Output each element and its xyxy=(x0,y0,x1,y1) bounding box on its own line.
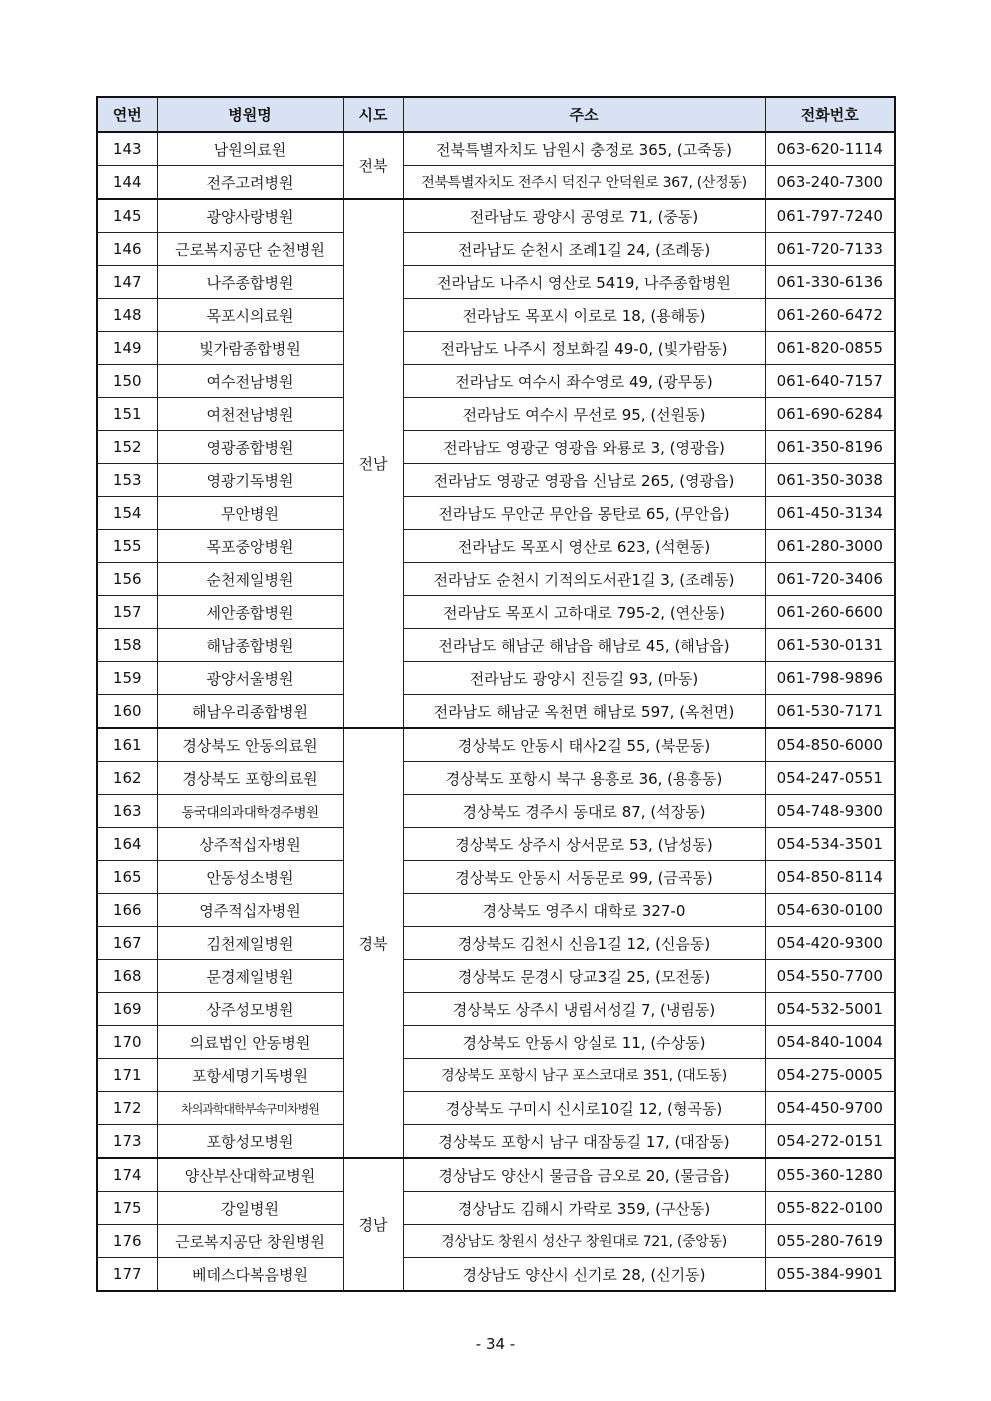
row-no: 155 xyxy=(97,530,157,563)
row-no: 172 xyxy=(97,1092,157,1125)
header-region: 시도 xyxy=(343,97,403,132)
row-no: 143 xyxy=(97,132,157,166)
row-no: 153 xyxy=(97,464,157,497)
phone: 061-350-8196 xyxy=(765,431,895,464)
table-row xyxy=(97,1258,895,1292)
phone: 061-797-7240 xyxy=(765,199,895,233)
hospital-name: 양산부산대학교병원 xyxy=(157,1158,343,1192)
address: 전라남도 해남군 옥천면 해남로 597, (옥천면) xyxy=(403,695,765,729)
row-no: 160 xyxy=(97,695,157,729)
row-no: 177 xyxy=(97,1258,157,1292)
address: 경상북도 구미시 신시로10길 12, (형곡동) xyxy=(403,1092,765,1125)
phone: 061-820-0855 xyxy=(765,332,895,365)
table-row xyxy=(97,1225,895,1258)
row-no: 144 xyxy=(97,166,157,200)
region-cell: 전남 xyxy=(343,199,403,728)
hospital-name: 경상북도 안동의료원 xyxy=(157,728,343,762)
table-row xyxy=(97,629,895,662)
header-name: 병원명 xyxy=(157,97,343,132)
table-row xyxy=(97,762,895,795)
address: 경상북도 안동시 서동문로 99, (금곡동) xyxy=(403,861,765,894)
table-row xyxy=(97,894,895,927)
hospital-name: 광양사랑병원 xyxy=(157,199,343,233)
row-no: 157 xyxy=(97,596,157,629)
phone: 054-840-1004 xyxy=(765,1026,895,1059)
row-no: 167 xyxy=(97,927,157,960)
hospital-name: 영광종합병원 xyxy=(157,431,343,464)
address: 경상북도 영주시 대학로 327-0 xyxy=(403,894,765,927)
table-row xyxy=(97,993,895,1026)
hospital-name: 차의과학대학부속구미차병원 xyxy=(157,1092,343,1125)
hospital-name: 베데스다복음병원 xyxy=(157,1258,343,1292)
phone: 061-640-7157 xyxy=(765,365,895,398)
phone: 054-630-0100 xyxy=(765,894,895,927)
address: 전라남도 여수시 좌수영로 49, (광무동) xyxy=(403,365,765,398)
table-row xyxy=(97,563,895,596)
row-no: 154 xyxy=(97,497,157,530)
table-row xyxy=(97,332,895,365)
address: 경상북도 상주시 상서문로 53, (남성동) xyxy=(403,828,765,861)
hospital-name: 여수전남병원 xyxy=(157,365,343,398)
phone: 063-620-1114 xyxy=(765,132,895,166)
header-row xyxy=(97,97,895,132)
row-no: 173 xyxy=(97,1125,157,1159)
page-number: - 34 - xyxy=(475,1335,516,1353)
table-row xyxy=(97,398,895,431)
address: 경상북도 포항시 남구 포스코대로 351, (대도동) xyxy=(403,1059,765,1092)
address: 경상북도 문경시 당교3길 25, (모전동) xyxy=(403,960,765,993)
hospital-name: 무안병원 xyxy=(157,497,343,530)
row-no: 145 xyxy=(97,199,157,233)
hospital-name: 영주적십자병원 xyxy=(157,894,343,927)
address: 경상북도 김천시 신음1길 12, (신음동) xyxy=(403,927,765,960)
phone: 054-850-6000 xyxy=(765,728,895,762)
phone: 061-260-6600 xyxy=(765,596,895,629)
address: 전라남도 영광군 영광읍 와룡로 3, (영광읍) xyxy=(403,431,765,464)
row-no: 158 xyxy=(97,629,157,662)
phone: 061-330-6136 xyxy=(765,266,895,299)
hospital-name: 남원의료원 xyxy=(157,132,343,166)
hospital-name: 경상북도 포항의료원 xyxy=(157,762,343,795)
table-row xyxy=(97,1125,895,1159)
address: 경상남도 양산시 신기로 28, (신기동) xyxy=(403,1258,765,1292)
hospital-name: 포항세명기독병원 xyxy=(157,1059,343,1092)
row-no: 162 xyxy=(97,762,157,795)
table-row xyxy=(97,431,895,464)
table-row xyxy=(97,365,895,398)
hospital-name: 의료법인 안동병원 xyxy=(157,1026,343,1059)
address: 전라남도 무안군 무안읍 몽탄로 65, (무안읍) xyxy=(403,497,765,530)
hospital-name: 근로복지공단 창원병원 xyxy=(157,1225,343,1258)
phone: 055-822-0100 xyxy=(765,1192,895,1225)
row-no: 148 xyxy=(97,299,157,332)
phone: 061-350-3038 xyxy=(765,464,895,497)
table-row xyxy=(97,1059,895,1092)
table-row xyxy=(97,266,895,299)
row-no: 166 xyxy=(97,894,157,927)
phone: 054-748-9300 xyxy=(765,795,895,828)
hospital-name: 나주종합병원 xyxy=(157,266,343,299)
address: 경상북도 포항시 북구 용흥로 36, (용흥동) xyxy=(403,762,765,795)
row-no: 163 xyxy=(97,795,157,828)
row-no: 156 xyxy=(97,563,157,596)
hospital-name: 상주성모병원 xyxy=(157,993,343,1026)
address: 전라남도 여수시 무선로 95, (선원동) xyxy=(403,398,765,431)
row-no: 161 xyxy=(97,728,157,762)
hospital-name: 동국대의과대학경주병원 xyxy=(157,795,343,828)
hospital-table xyxy=(96,96,896,1292)
hospital-name: 빛가람종합병원 xyxy=(157,332,343,365)
phone: 061-260-6472 xyxy=(765,299,895,332)
hospital-name: 광양서울병원 xyxy=(157,662,343,695)
hospital-name: 해남종합병원 xyxy=(157,629,343,662)
address: 전라남도 영광군 영광읍 신남로 265, (영광읍) xyxy=(403,464,765,497)
address: 전라남도 목포시 고하대로 795-2, (연산동) xyxy=(403,596,765,629)
address: 전라남도 목포시 영산로 623, (석현동) xyxy=(403,530,765,563)
table-row xyxy=(97,728,895,762)
phone: 061-798-9896 xyxy=(765,662,895,695)
row-no: 150 xyxy=(97,365,157,398)
address: 경상남도 창원시 성산구 창원대로 721, (중앙동) xyxy=(403,1225,765,1258)
table-row xyxy=(97,1092,895,1125)
table-row xyxy=(97,1158,895,1192)
hospital-name: 안동성소병원 xyxy=(157,861,343,894)
row-no: 174 xyxy=(97,1158,157,1192)
phone: 055-280-7619 xyxy=(765,1225,895,1258)
row-no: 164 xyxy=(97,828,157,861)
address: 전라남도 순천시 기적의도서관1길 3, (조례동) xyxy=(403,563,765,596)
phone: 061-530-0131 xyxy=(765,629,895,662)
address: 전라남도 나주시 정보화길 49-0, (빛가람동) xyxy=(403,332,765,365)
hospital-name: 목포시의료원 xyxy=(157,299,343,332)
region-cell: 경남 xyxy=(343,1158,403,1291)
row-no: 146 xyxy=(97,233,157,266)
hospital-name: 문경제일병원 xyxy=(157,960,343,993)
hospital-name: 강일병원 xyxy=(157,1192,343,1225)
phone: 054-532-5001 xyxy=(765,993,895,1026)
hospital-name: 영광기독병원 xyxy=(157,464,343,497)
table-row xyxy=(97,795,895,828)
address: 경상북도 포항시 남구 대잠동길 17, (대잠동) xyxy=(403,1125,765,1159)
row-no: 151 xyxy=(97,398,157,431)
row-no: 149 xyxy=(97,332,157,365)
phone: 054-247-0551 xyxy=(765,762,895,795)
table-row xyxy=(97,596,895,629)
region-cell: 전북 xyxy=(343,132,403,199)
table-row xyxy=(97,1026,895,1059)
phone: 054-420-9300 xyxy=(765,927,895,960)
phone: 061-690-6284 xyxy=(765,398,895,431)
phone: 063-240-7300 xyxy=(765,166,895,200)
table-row xyxy=(97,861,895,894)
hospital-name: 목포중앙병원 xyxy=(157,530,343,563)
hospital-name: 세안종합병원 xyxy=(157,596,343,629)
address: 전라남도 광양시 공영로 71, (중동) xyxy=(403,199,765,233)
hospital-name: 상주적십자병원 xyxy=(157,828,343,861)
phone: 061-720-3406 xyxy=(765,563,895,596)
address: 경상북도 안동시 태사2길 55, (북문동) xyxy=(403,728,765,762)
address: 전북특별자치도 남원시 충정로 365, (고죽동) xyxy=(403,132,765,166)
hospital-name: 해남우리종합병원 xyxy=(157,695,343,729)
phone: 055-384-9901 xyxy=(765,1258,895,1292)
phone: 054-850-8114 xyxy=(765,861,895,894)
header-phone: 전화번호 xyxy=(765,97,895,132)
table-row xyxy=(97,132,895,166)
row-no: 170 xyxy=(97,1026,157,1059)
hospital-name: 근로복지공단 순천병원 xyxy=(157,233,343,266)
table-row xyxy=(97,497,895,530)
table-row xyxy=(97,1192,895,1225)
hospital-name: 김천제일병원 xyxy=(157,927,343,960)
table-row xyxy=(97,199,895,233)
row-no: 147 xyxy=(97,266,157,299)
hospital-name: 순천제일병원 xyxy=(157,563,343,596)
table-row xyxy=(97,828,895,861)
region-cell: 경북 xyxy=(343,728,403,1158)
table-row xyxy=(97,695,895,729)
phone: 061-280-3000 xyxy=(765,530,895,563)
phone: 055-360-1280 xyxy=(765,1158,895,1192)
hospital-name: 포항성모병원 xyxy=(157,1125,343,1159)
address: 전라남도 해남군 해남읍 해남로 45, (해남읍) xyxy=(403,629,765,662)
phone: 061-450-3134 xyxy=(765,497,895,530)
phone: 054-275-0005 xyxy=(765,1059,895,1092)
phone: 054-550-7700 xyxy=(765,960,895,993)
phone: 054-534-3501 xyxy=(765,828,895,861)
address: 경상남도 양산시 물금읍 금오로 20, (물금읍) xyxy=(403,1158,765,1192)
header-no: 연번 xyxy=(97,97,157,132)
phone: 061-530-7171 xyxy=(765,695,895,729)
address: 전라남도 목포시 이로로 18, (용해동) xyxy=(403,299,765,332)
row-no: 175 xyxy=(97,1192,157,1225)
table-row xyxy=(97,530,895,563)
table-row xyxy=(97,299,895,332)
row-no: 152 xyxy=(97,431,157,464)
table-row xyxy=(97,233,895,266)
address: 경상북도 안동시 앙실로 11, (수상동) xyxy=(403,1026,765,1059)
table-row xyxy=(97,166,895,200)
row-no: 171 xyxy=(97,1059,157,1092)
table-row xyxy=(97,960,895,993)
hospital-name: 여천전남병원 xyxy=(157,398,343,431)
table-row xyxy=(97,662,895,695)
row-no: 168 xyxy=(97,960,157,993)
row-no: 169 xyxy=(97,993,157,1026)
row-no: 159 xyxy=(97,662,157,695)
hospital-name: 전주고려병원 xyxy=(157,166,343,200)
address: 전북특별자치도 전주시 덕진구 안덕원로 367, (산정동) xyxy=(403,166,765,200)
address: 경상남도 김해시 가락로 359, (구산동) xyxy=(403,1192,765,1225)
address: 경상북도 상주시 냉림서성길 7, (냉림동) xyxy=(403,993,765,1026)
address: 전라남도 광양시 진등길 93, (마동) xyxy=(403,662,765,695)
phone: 054-272-0151 xyxy=(765,1125,895,1159)
table-row xyxy=(97,927,895,960)
row-no: 176 xyxy=(97,1225,157,1258)
phone: 054-450-9700 xyxy=(765,1092,895,1125)
phone: 061-720-7133 xyxy=(765,233,895,266)
address: 전라남도 나주시 영산로 5419, 나주종합병원 xyxy=(403,266,765,299)
header-address: 주소 xyxy=(403,97,765,132)
address: 전라남도 순천시 조례1길 24, (조례동) xyxy=(403,233,765,266)
address: 경상북도 경주시 동대로 87, (석장동) xyxy=(403,795,765,828)
table-row xyxy=(97,464,895,497)
row-no: 165 xyxy=(97,861,157,894)
